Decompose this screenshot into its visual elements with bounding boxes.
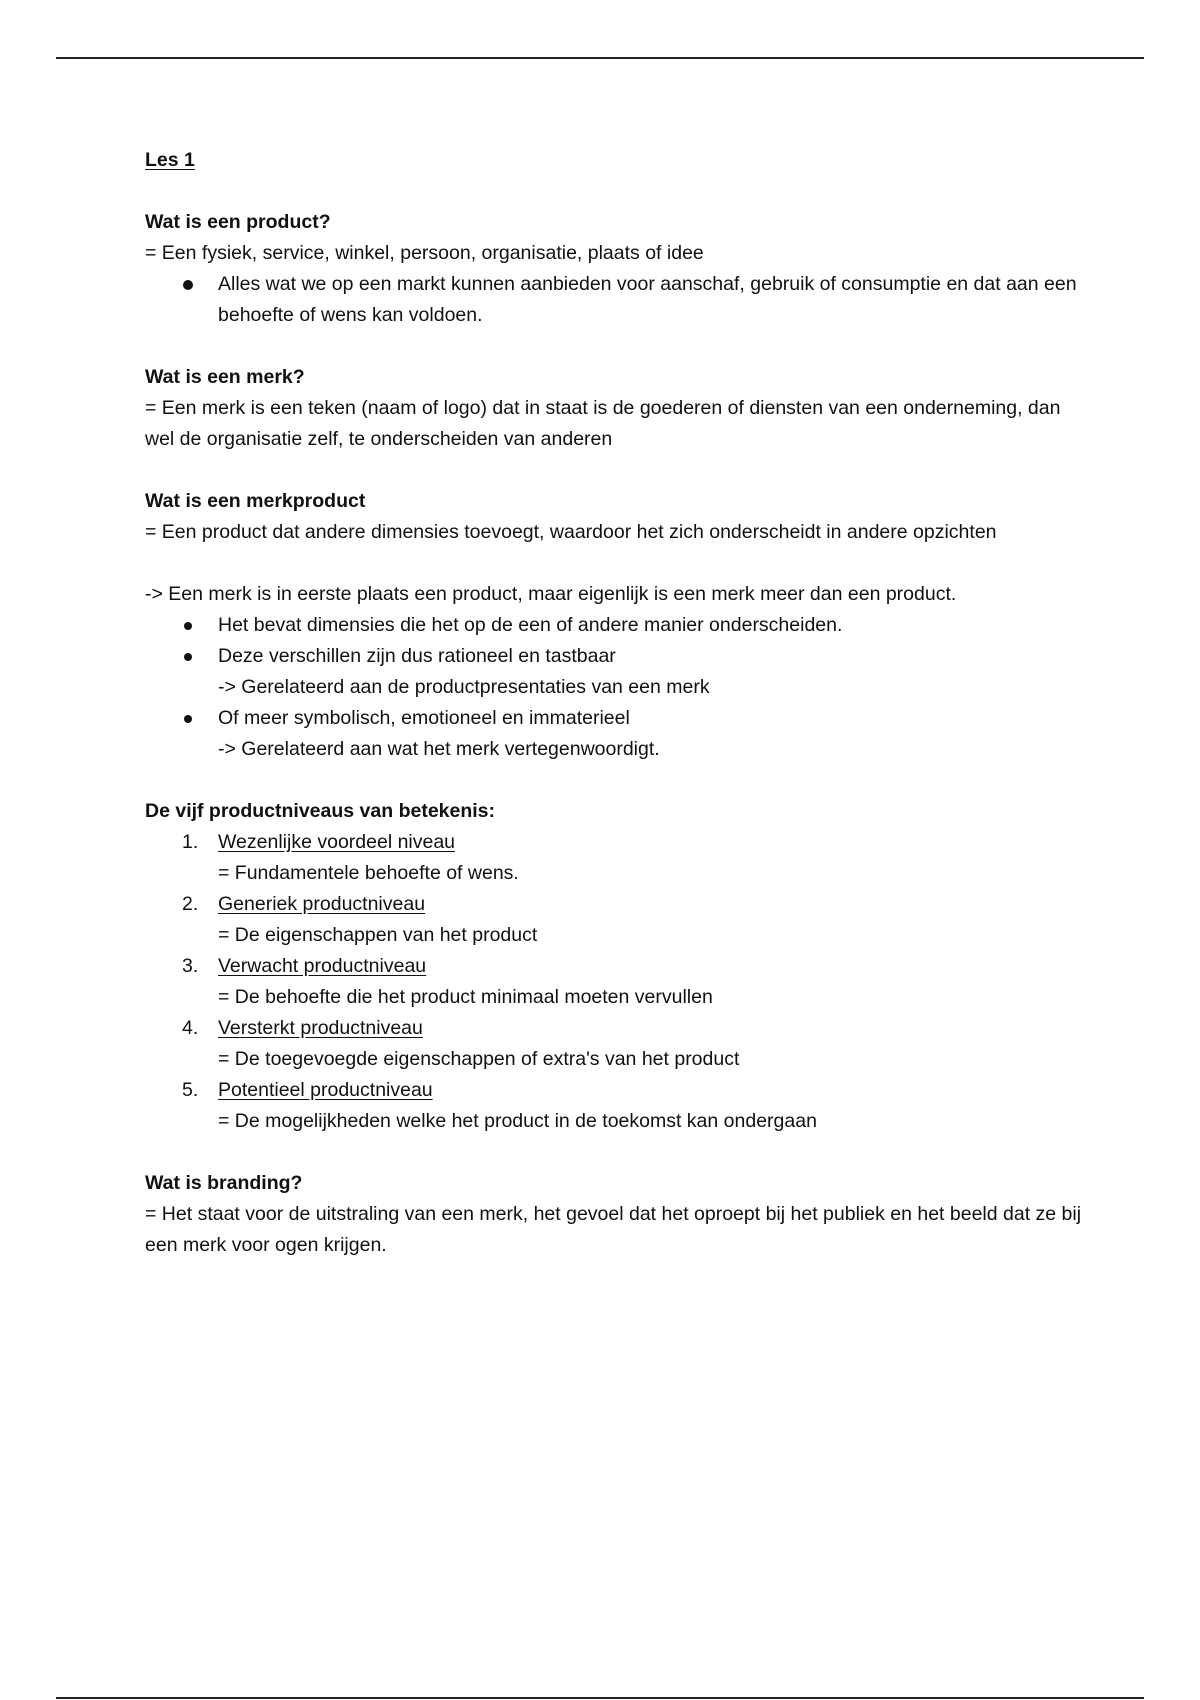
level-description: = De toegevoegde eigenschappen of extra's van het product: [218, 1048, 740, 1070]
list-number: 4.: [182, 1017, 199, 1039]
intro-merk-meer: -> Een merk is in eerste plaats een product, maar eigenlijk is een merk meer dan een product.: [145, 583, 957, 605]
level-title: Generiek productniveau: [218, 893, 426, 915]
definition-merkproduct: = Een product dat andere dimensies toevoegt, waardoor het zich onderscheidt in andere opzichten: [145, 521, 997, 543]
page-top-rule: [56, 57, 1144, 59]
definition-product: = Een fysiek, service, winkel, persoon, organisatie, plaats of idee: [145, 242, 704, 264]
heading-product: Wat is een product?: [145, 211, 331, 233]
level-description: = Fundamentele behoefte of wens.: [218, 862, 519, 884]
heading-merk: Wat is een merk?: [145, 366, 305, 388]
numbered-item: [145, 1013, 1085, 1075]
level-title: Versterkt productniveau: [218, 1017, 423, 1039]
list-number: 2.: [182, 893, 199, 915]
list-number: 5.: [182, 1079, 199, 1101]
level-description: = De behoefte die het product minimaal moeten vervullen: [218, 986, 713, 1008]
bullet-subtext: -> Gerelateerd aan wat het merk vertegenwoordigt.: [218, 738, 660, 760]
bullet-item: [145, 610, 1085, 641]
page-bottom-rule: [56, 1697, 1144, 1699]
bullet-text: Alles wat we op een markt kunnen aanbieden voor aanschaf, gebruik of consumptie en dat aan een behoefte of wens kan voldoen.: [218, 273, 1077, 326]
bullet-subtext: -> Gerelateerd aan de productpresentaties van een merk: [218, 676, 710, 698]
bullet-item: [145, 269, 1085, 331]
list-number: 3.: [182, 955, 199, 977]
level-title: Wezenlijke voordeel niveau: [218, 831, 456, 853]
level-description: = De mogelijkheden welke het product in de toekomst kan ondergaan: [218, 1110, 817, 1132]
numbered-item: [145, 951, 1085, 1013]
document-body: [145, 145, 1085, 1261]
bullet-item: [145, 703, 1085, 765]
bullet-text: Het bevat dimensies die het op de een of andere manier onderscheiden.: [218, 614, 843, 636]
heading-merkproduct: Wat is een merkproduct: [145, 490, 366, 512]
definition-merk: = Een merk is een teken (naam of logo) dat in staat is de goederen of diensten van een onderneming, dan wel de organisatie zelf, te onderscheiden van anderen: [145, 397, 1061, 450]
list-number: 1.: [182, 831, 199, 853]
numbered-item: [145, 889, 1085, 951]
level-description: = De eigenschappen van het product: [218, 924, 538, 946]
bullet-item: [145, 641, 1085, 703]
level-title: Verwacht productniveau: [218, 955, 427, 977]
definition-branding: = Het staat voor de uitstraling van een merk, het gevoel dat het oproept bij het publiek en het beeld dat ze bij een merk voor ogen krijgen.: [145, 1203, 1082, 1256]
numbered-item: [145, 1075, 1085, 1137]
level-title: Potentieel productniveau: [218, 1079, 433, 1101]
bullet-text: Deze verschillen zijn dus rationeel en tastbaar: [218, 645, 616, 667]
heading-branding: Wat is branding?: [145, 1172, 303, 1194]
numbered-item: [145, 827, 1085, 889]
heading-productniveaus: De vijf productniveaus van betekenis:: [145, 800, 496, 822]
bullet-text: Of meer symbolisch, emotioneel en immaterieel: [218, 707, 630, 729]
lesson-title: Les 1: [145, 149, 195, 171]
